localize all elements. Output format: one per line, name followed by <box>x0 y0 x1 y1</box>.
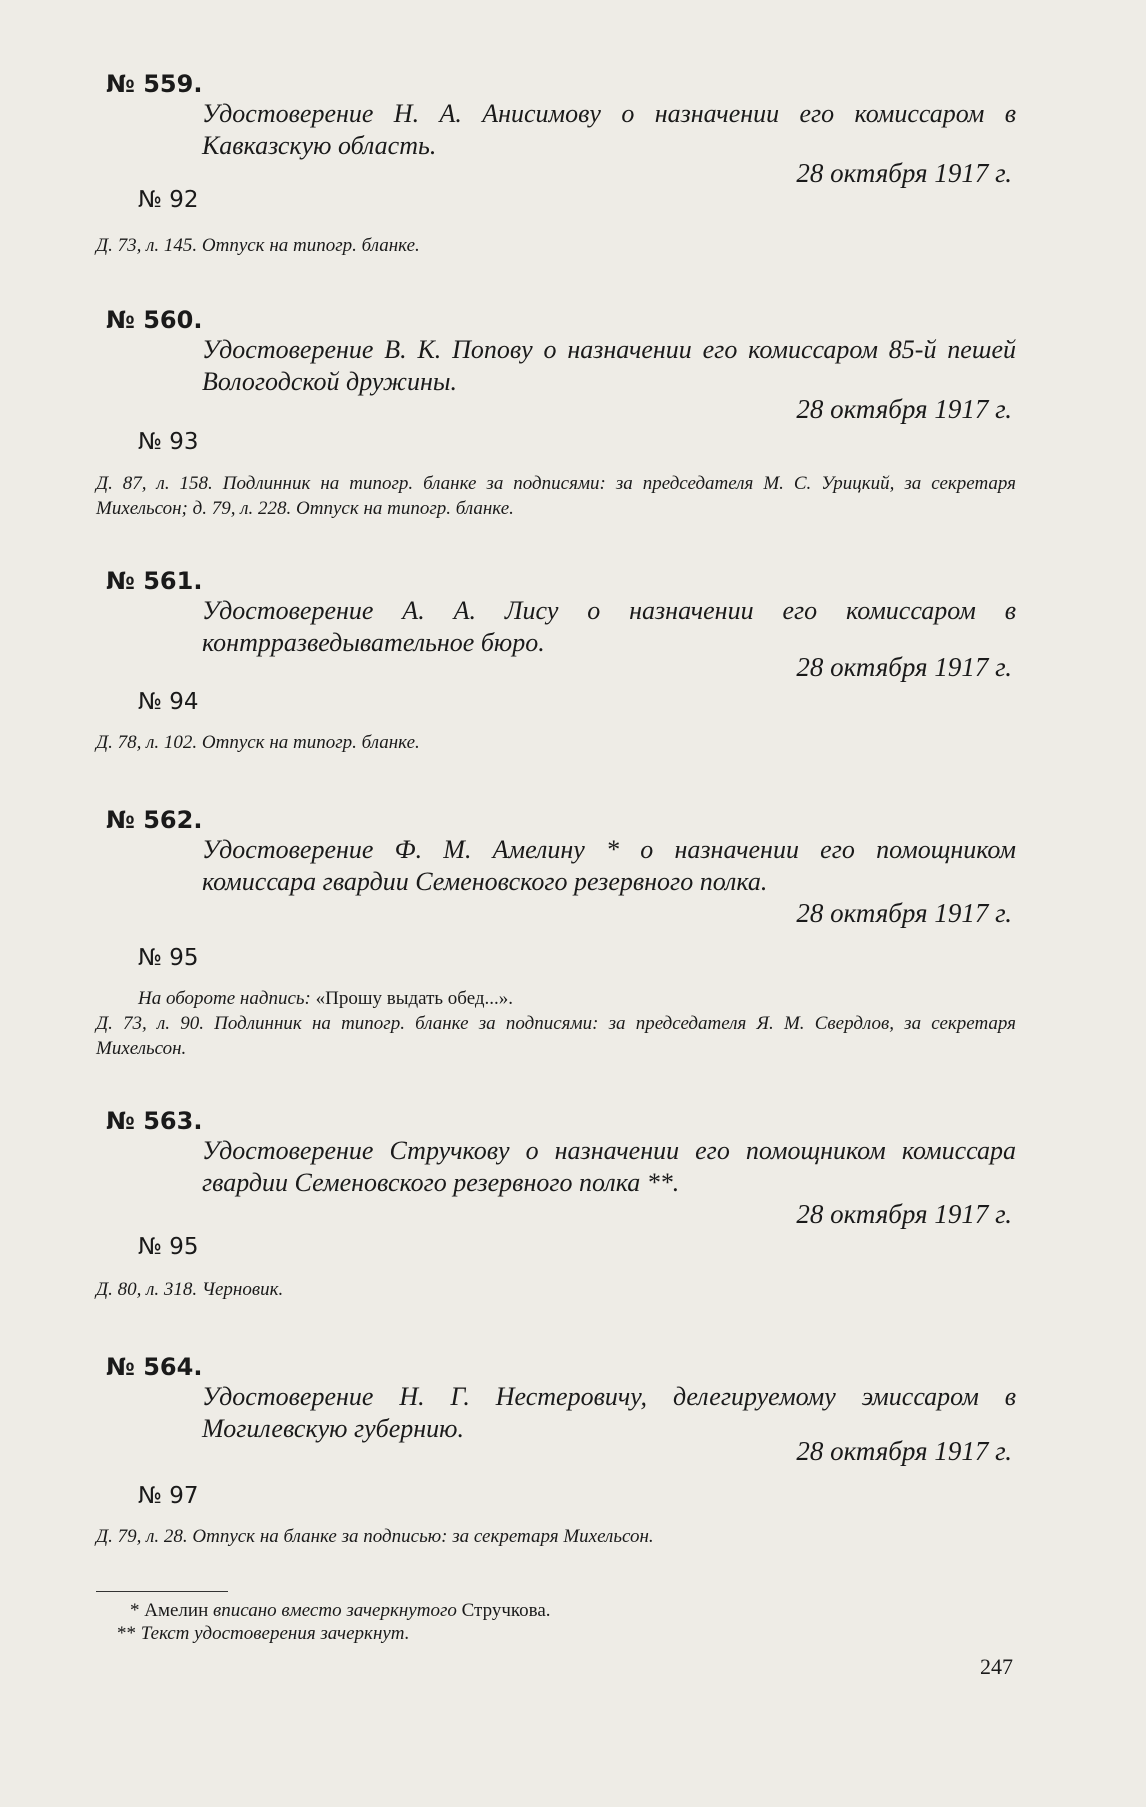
document-number: № 97 <box>138 1483 199 1509</box>
reverse-inscription <box>138 986 1016 1011</box>
archive-source: Д. 73, л. 90. Подлинник на типогр. бланке за подписями: за председателя Я. М. Свердлов, за секретаря Михельсон. <box>96 1013 1016 1059</box>
entry-title: Удостоверение Стручкову о назначении его помощником комиссара гвардии Семеновского резервного полка **. <box>202 1136 1016 1197</box>
archive-source: Д. 87, л. 158. Подлинник на типогр. бланке за подписями: за председателя М. С. Урицкий, за секретаря Михельсон; д. 79, л. 228. Отпуск на типогр. бланке. <box>96 473 1016 519</box>
entry-title: Удостоверение Ф. М. Амелину * о назначении его помощником комиссара гвардии Семеновского резервного полка. <box>202 835 1016 896</box>
document-number: № 95 <box>138 1234 199 1260</box>
entry-number: № 560. <box>106 306 203 334</box>
footnote-divider <box>96 1591 228 1592</box>
footnote-text-italic: Текст удостоверения зачеркнут. <box>140 1623 410 1644</box>
entry-date: 28 октября 1917 г. <box>796 898 1012 928</box>
entry-title: Удостоверение В. К. Попову о назначении его комиссаром 85-й пешей Вологодской дружины. <box>202 335 1016 396</box>
entry-date: 28 октября 1917 г. <box>796 652 1012 682</box>
archive-source: Д. 78, л. 102. Отпуск на типогр. бланке. <box>96 732 420 753</box>
entry-title: Удостоверение Н. Г. Нестеровичу, делегируемому эмиссаром в Могилевскую губернию. <box>202 1382 1016 1443</box>
entry-title: Удостоверение А. А. Лису о назначении его комиссаром в контрразведывательное бюро. <box>202 596 1016 657</box>
document-number: № 93 <box>138 429 199 455</box>
page-number: 247 <box>980 1654 1013 1679</box>
entry-number: № 562. <box>106 806 203 834</box>
entry-date: 28 октября 1917 г. <box>796 1436 1012 1466</box>
entry-date: 28 октября 1917 г. <box>796 394 1012 424</box>
document-number: № 92 <box>138 187 199 213</box>
footnote-mark: ** <box>117 1623 136 1644</box>
note-label: На обороте надпись: <box>138 988 311 1009</box>
document-number: № 94 <box>138 689 199 715</box>
archive-source: Д. 79, л. 28. Отпуск на бланке за подписью: за секретаря Михельсон. <box>96 1526 654 1547</box>
footnote-1 <box>130 1599 551 1623</box>
footnote-text-italic: вписано вместо зачеркнутого <box>213 1600 457 1621</box>
entry-number: № 563. <box>106 1107 203 1135</box>
entry-title: Удостоверение Н. А. Анисимову о назначении его комиссаром в Кавказскую область. <box>202 99 1016 160</box>
entry-date: 28 октября 1917 г. <box>796 1199 1012 1229</box>
entry-date: 28 октября 1917 г. <box>796 158 1012 188</box>
entry-number: № 559. <box>106 70 203 98</box>
note-text: «Прошу выдать обед...». <box>315 988 514 1009</box>
document-number: № 95 <box>138 945 199 971</box>
footnote-text-plain: Амелин <box>144 1600 209 1621</box>
entry-number: № 561. <box>106 567 203 595</box>
archive-source: Д. 73, л. 145. Отпуск на типогр. бланке. <box>96 235 420 256</box>
footnote-text-plain2: Стручкова. <box>461 1600 551 1621</box>
footnote-2 <box>117 1622 410 1646</box>
entry-number: № 564. <box>106 1353 203 1381</box>
footnote-mark: * <box>130 1600 140 1621</box>
archive-source: Д. 80, л. 318. Черновик. <box>96 1279 284 1300</box>
